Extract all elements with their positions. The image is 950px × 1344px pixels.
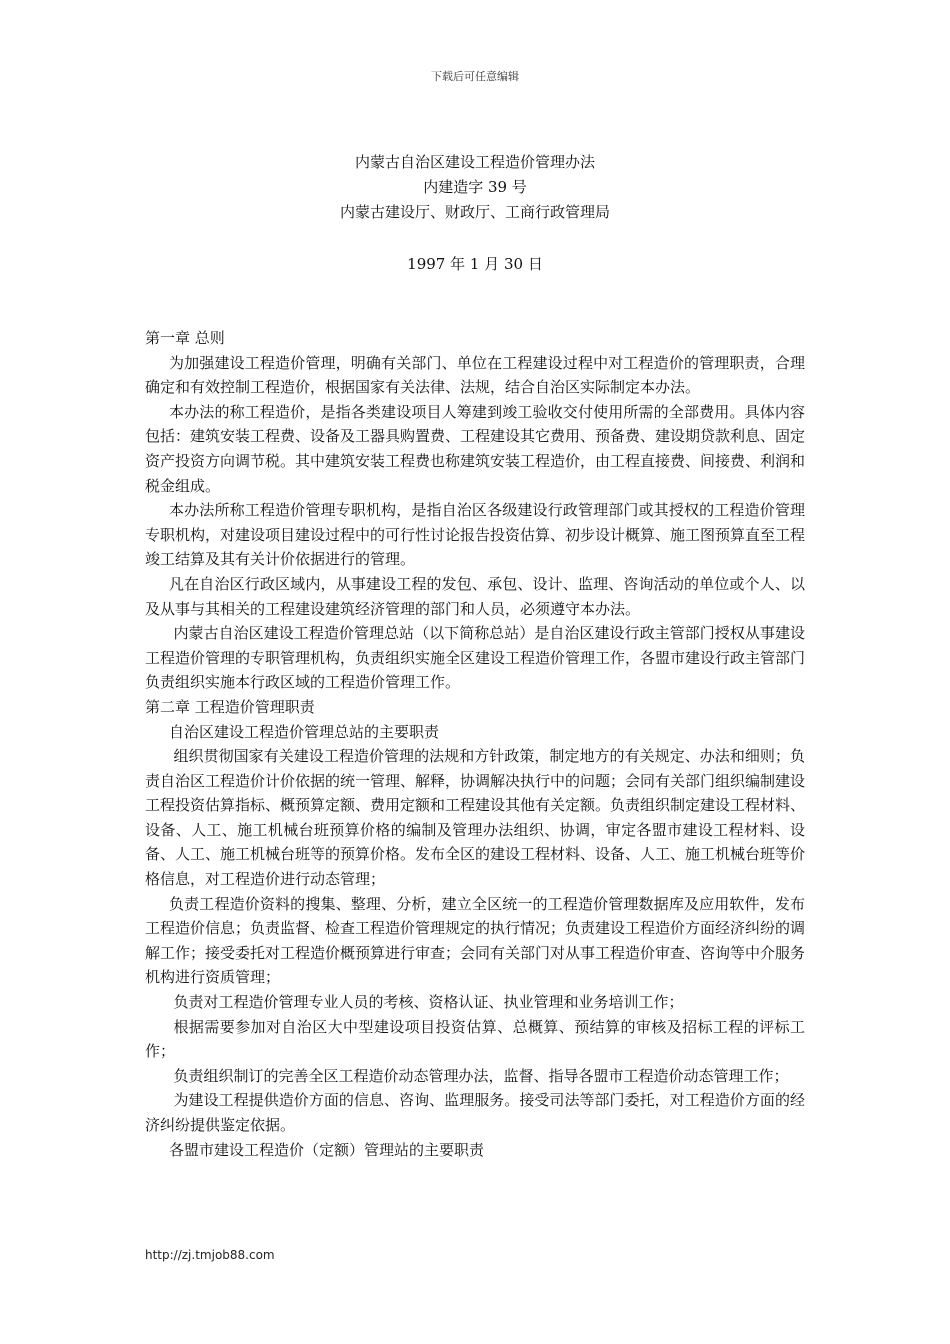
- paragraph: 为建设工程提供造价方面的信息、咨询、监理服务。接受司法等部门委托，对工程造价方面的经济纠纷提供鉴定依据。: [145, 1091, 805, 1134]
- document-number: 内建造字 39 号: [423, 178, 527, 196]
- issuing-authorities: 内蒙古建设厅、财政厅、工商行政管理局: [339, 203, 610, 221]
- title-block: [0, 150, 950, 225]
- footer-url[interactable]: http://zj.tmjob88.com: [145, 1248, 275, 1262]
- paragraph: 内蒙古自治区建设工程造价管理总站（以下简称总站）是自治区建设行政主管部门授权从事建设工程造价管理的专职管理机构，负责组织实施全区建设工程造价管理工作，各盟市建设行政主管部门负责组织实施本行政区域的工程造价管理工作。: [145, 624, 806, 692]
- paragraph: 根据需要参加对自治区大中型建设项目投资估算、总概算、预结算的审核及招标工程的评标工作；: [145, 1017, 805, 1061]
- paragraph: 各盟市建设工程造价（定额）管理站的主要职责: [169, 1140, 485, 1159]
- header-note: 下载后可任意编辑: [431, 70, 519, 83]
- paragraph: 负责工程造价资料的搜集、整理、分析，建立全区统一的工程造价管理数据库及应用软件，发布工程造价信息；负责监督、检查工程造价管理规定的执行情况；负责建设工程造价方面经济纠纷的调解工作；接受委托对工程造价概预算进行审查；会同有关部门对从事工程造价审查、咨询等中介服务机构进行资质管理；: [145, 894, 806, 987]
- paragraph: 凡在自治区行政区域内，从事建设工程的发包、承包、设计、监理、咨询活动的单位或个人、以及从事与其相关的工程建设建筑经济管理的部门和人员，必须遵守本办法。: [145, 574, 805, 618]
- chapter-1-heading: 第一章 总则: [145, 329, 225, 347]
- paragraph: 负责组织制订的完善全区工程造价动态管理办法，监督、指导各盟市工程造价动态管理工作；: [173, 1066, 789, 1085]
- paragraph: 为加强建设工程造价管理，明确有关部门、单位在工程建设过程中对工程造价的管理职责，合理确定和有效控制工程造价，根据国家有关法律、法规，结合自治区实际制定本办法。: [145, 353, 805, 397]
- document-body: [145, 326, 805, 1162]
- paragraph: 本办法的称工程造价，是指各类建设项目人筹建到竣工验收交付使用所需的全部费用。具体内容包括：建筑安装工程费、设备及工器具购置费、工程建设其它费用、预备费、建设期贷款利息、固定资产投资方向调节税。其中建筑安装工程费也称建筑安装工程造价，由工程直接费、间接费、利润和税金组成。: [145, 402, 806, 495]
- paragraph: 负责对工程造价管理专业人员的考核、资格认证、执业管理和业务培训工作；: [173, 993, 684, 1012]
- issue-date: 1997 年 1 月 30 日: [407, 255, 543, 273]
- paragraph: 本办法所称工程造价管理专职机构，是指自治区各级建设行政管理部门或其授权的工程造价管理专职机构，对建设项目建设过程中的可行性讨论报告投资估算、初步设计概算、施工图预算直至工程竣工结算及其有关计价依据进行的管理。: [145, 501, 806, 569]
- chapter-2-heading: 第二章 工程造价管理职责: [145, 697, 315, 716]
- paragraph: 自治区建设工程造价管理总站的主要职责: [169, 722, 440, 741]
- document-title: 内蒙古自治区建设工程造价管理办法: [354, 153, 595, 171]
- paragraph: 组织贯彻国家有关建设工程造价管理的法规和方针政策，制定地方的有关规定、办法和细则；负责自治区工程造价计价依据的统一管理、解释，协调解决执行中的问题；会同有关部门组织编制建设工程投资估算指标、概预算定额、费用定额和工程建设其他有关定额。负责组织制定建设工程材料、设备、人工、施工机械台班预算价格的编制及管理办法组织、协调，审定各盟市建设工程材料、设备、人工、施工机械台班等的预算价格。发布全区的建设工程材料、设备、人工、施工机械台班等价格信息，对工程造价进行动态管理；: [145, 747, 806, 889]
